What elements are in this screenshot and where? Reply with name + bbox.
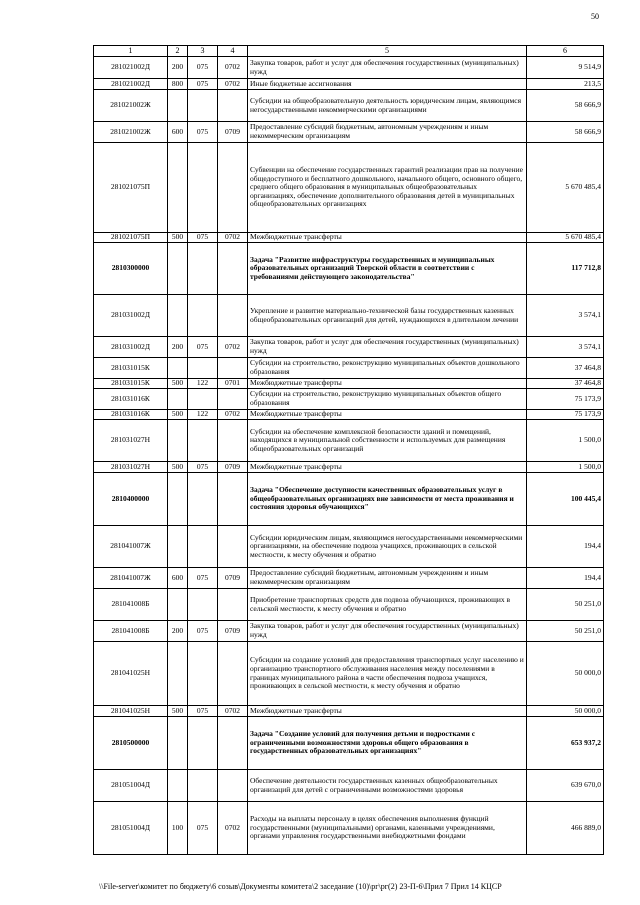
- column-header: 6: [527, 46, 604, 57]
- row-col4: [218, 770, 248, 802]
- row-col3: [188, 389, 218, 410]
- budget-table: [93, 45, 604, 855]
- row-code: 281041008Б: [94, 621, 168, 642]
- row-name: Расходы на выплаты персоналу в целях обеспечения выполнения функций государственными (муниципальными) органами, казенными учреждениями, органами управления государственными внебюджетными фондами: [248, 802, 527, 855]
- row-code: 281031002Д: [94, 295, 168, 337]
- table-row: [94, 358, 604, 379]
- row-amount: 50 000,0: [527, 642, 604, 706]
- row-amount: 1 500,0: [527, 462, 604, 473]
- row-code: 281021002Д: [94, 57, 168, 79]
- row-col3: 075: [188, 57, 218, 79]
- table-header-row: [94, 46, 604, 57]
- row-col4: 0702: [218, 706, 248, 717]
- row-col3: 075: [188, 79, 218, 90]
- row-code: 281051004Д: [94, 770, 168, 802]
- row-col4: 0709: [218, 568, 248, 589]
- row-col4: 0709: [218, 621, 248, 642]
- column-header: 1: [94, 46, 168, 57]
- row-col2: [168, 358, 188, 379]
- page-number: 50: [591, 12, 599, 21]
- row-code: 281031027Н: [94, 420, 168, 462]
- row-col3: [188, 526, 218, 568]
- row-col2: [168, 295, 188, 337]
- row-name: Иные бюджетные ассигнования: [248, 79, 527, 90]
- row-name: Субсидии на создание условий для предоставления транспортных услуг населению и организацию транспортного обслуживания населения между поселениями в границах муниципального района в части обеспечения подвоза учащихся, проживающих в сельской местности, к месту обучения и обратно: [248, 642, 527, 706]
- row-amount: 3 574,1: [527, 337, 604, 358]
- row-col4: [218, 243, 248, 295]
- row-col3: [188, 420, 218, 462]
- row-name: Субсидии юридическим лицам, являющимся негосударственными некоммерческими организациями, на обеспечение подвоза учащихся, проживающих в сельской местности, к месту обучения и обратно: [248, 526, 527, 568]
- table-row: [94, 389, 604, 410]
- row-col3: [188, 90, 218, 122]
- row-col4: 0702: [218, 233, 248, 243]
- table-row: [94, 337, 604, 358]
- row-name: Предоставление субсидий бюджетным, автономным учреждениям и иным некоммерческим организациям: [248, 122, 527, 143]
- row-col4: [218, 358, 248, 379]
- row-col2: [168, 90, 188, 122]
- table-row: [94, 462, 604, 473]
- row-col2: 200: [168, 57, 188, 79]
- row-col2: [168, 243, 188, 295]
- row-code: 281041007Ж: [94, 568, 168, 589]
- table-row: [94, 420, 604, 462]
- row-col2: 500: [168, 706, 188, 717]
- row-col3: 075: [188, 462, 218, 473]
- row-amount: 1 500,0: [527, 420, 604, 462]
- table-row: [94, 526, 604, 568]
- row-code: 281041007Ж: [94, 526, 168, 568]
- row-code: 281021002Ж: [94, 122, 168, 143]
- row-code: 281051004Д: [94, 802, 168, 855]
- row-col3: [188, 295, 218, 337]
- row-col2: 500: [168, 233, 188, 243]
- row-col2: 100: [168, 802, 188, 855]
- row-col3: [188, 243, 218, 295]
- table-row: [94, 90, 604, 122]
- row-col4: 0701: [218, 379, 248, 389]
- table-row: [94, 802, 604, 855]
- row-col2: [168, 589, 188, 621]
- row-name: Межбюджетные трансферты: [248, 410, 527, 420]
- row-col4: 0709: [218, 462, 248, 473]
- table-row: [94, 57, 604, 79]
- row-amount: 5 670 485,4: [527, 143, 604, 233]
- row-name: Задача "Обеспечение доступности качественных образовательных услуг в общеобразовательных организациях вне зависимости от места проживания и состояния здоровья обучающихся": [248, 473, 527, 526]
- table-row: [94, 770, 604, 802]
- row-code: 281021075П: [94, 233, 168, 243]
- row-name: Межбюджетные трансферты: [248, 462, 527, 473]
- row-col2: 600: [168, 568, 188, 589]
- row-name: Предоставление субсидий бюджетным, автономным учреждениям и иным некоммерческим организациям: [248, 568, 527, 589]
- row-name: Субсидии на строительство, реконструкцию муниципальных объектов общего образования: [248, 389, 527, 410]
- row-name: Задача "Создание условий для получения детьми и подростками с ограниченными возможностями здоровья общего образования в государственных образовательных организациях": [248, 717, 527, 770]
- row-amount: 639 670,0: [527, 770, 604, 802]
- table-row: [94, 717, 604, 770]
- row-amount: 213,5: [527, 79, 604, 90]
- row-col4: [218, 389, 248, 410]
- row-col4: [218, 642, 248, 706]
- table-row: [94, 589, 604, 621]
- table-row: [94, 122, 604, 143]
- row-amount: 37 464,8: [527, 379, 604, 389]
- row-col3: 075: [188, 337, 218, 358]
- row-col2: 800: [168, 79, 188, 90]
- row-col4: [218, 717, 248, 770]
- file-path-footer: \\File-server\комитет по бюджету\6 созыв\Документы комитета\2 заседание (10)\рг\рг(2) 23-П-6\Прил 7 Прил 14 КЦСР: [99, 882, 502, 891]
- row-col2: 500: [168, 462, 188, 473]
- table-row: [94, 379, 604, 389]
- row-col3: [188, 717, 218, 770]
- row-col2: 200: [168, 337, 188, 358]
- row-amount: 466 889,0: [527, 802, 604, 855]
- row-col4: 0709: [218, 122, 248, 143]
- row-col4: 0702: [218, 57, 248, 79]
- row-col2: [168, 717, 188, 770]
- row-col3: 075: [188, 568, 218, 589]
- column-header: 4: [218, 46, 248, 57]
- row-code: 281031016К: [94, 389, 168, 410]
- row-col2: [168, 642, 188, 706]
- row-col3: 075: [188, 233, 218, 243]
- table-row: [94, 706, 604, 717]
- row-amount: 50 251,0: [527, 589, 604, 621]
- row-amount: 194,4: [527, 526, 604, 568]
- row-col4: [218, 295, 248, 337]
- table-row: [94, 642, 604, 706]
- row-name: Закупка товаров, работ и услуг для обеспечения государственных (муниципальных) нужд: [248, 621, 527, 642]
- row-name: Межбюджетные трансферты: [248, 706, 527, 717]
- row-code: 2810500000: [94, 717, 168, 770]
- row-col2: [168, 143, 188, 233]
- table-row: [94, 410, 604, 420]
- row-name: Субвенции на обеспечение государственных гарантий реализации прав на получение общедоступного и бесплатного дошкольного, начального общего, основного общего, среднего общего образования в муниципальных общеобразовательных организациях, обеспечение дополнительного образования детей в муниципальных общеобразовательных организациях: [248, 143, 527, 233]
- row-code: 281031015К: [94, 379, 168, 389]
- row-name: Закупка товаров, работ и услуг для обеспечения государственных (муниципальных) нужд: [248, 57, 527, 79]
- column-header: 2: [168, 46, 188, 57]
- row-amount: 37 464,8: [527, 358, 604, 379]
- table-row: [94, 473, 604, 526]
- row-col4: [218, 526, 248, 568]
- row-col2: [168, 770, 188, 802]
- row-col2: [168, 526, 188, 568]
- row-col3: 075: [188, 706, 218, 717]
- row-col3: 075: [188, 122, 218, 143]
- table-row: [94, 79, 604, 90]
- row-col3: [188, 358, 218, 379]
- row-amount: 58 666,9: [527, 122, 604, 143]
- row-col3: 075: [188, 621, 218, 642]
- row-col3: [188, 589, 218, 621]
- row-col2: 500: [168, 410, 188, 420]
- row-col4: [218, 90, 248, 122]
- row-col4: [218, 143, 248, 233]
- row-name: Закупка товаров, работ и услуг для обеспечения государственных (муниципальных) нужд: [248, 337, 527, 358]
- row-code: 281031002Д: [94, 337, 168, 358]
- row-amount: 50 251,0: [527, 621, 604, 642]
- row-col3: 122: [188, 410, 218, 420]
- row-code: 281021002Ж: [94, 90, 168, 122]
- row-code: 281041025Н: [94, 642, 168, 706]
- row-amount: 58 666,9: [527, 90, 604, 122]
- row-name: Межбюджетные трансферты: [248, 233, 527, 243]
- row-amount: 117 712,8: [527, 243, 604, 295]
- row-name: Субсидии на обеспечение комплексной безопасности зданий и помещений, находящихся в муниципальной собственности и используемых для размещения общеобразовательных организаций: [248, 420, 527, 462]
- row-name: Укрепление и развитие материально-технической базы государственных казенных общеобразовательных организаций для детей, нуждающихся в длительном лечении: [248, 295, 527, 337]
- table-row: [94, 295, 604, 337]
- row-code: 281041025Н: [94, 706, 168, 717]
- row-col3: [188, 143, 218, 233]
- row-col3: [188, 770, 218, 802]
- row-code: 281021002Д: [94, 79, 168, 90]
- row-col2: [168, 473, 188, 526]
- row-col4: 0702: [218, 802, 248, 855]
- column-header: 5: [248, 46, 527, 57]
- row-col3: 122: [188, 379, 218, 389]
- row-col2: 600: [168, 122, 188, 143]
- row-code: 281031027Н: [94, 462, 168, 473]
- row-col4: [218, 589, 248, 621]
- column-header: 3: [188, 46, 218, 57]
- row-amount: 75 173,9: [527, 410, 604, 420]
- row-amount: 3 574,1: [527, 295, 604, 337]
- row-col4: 0702: [218, 337, 248, 358]
- row-amount: 50 000,0: [527, 706, 604, 717]
- row-name: Субсидии на общеобразовательную деятельность юридическим лицам, являющимся негосударственными некоммерческими организациями: [248, 90, 527, 122]
- row-amount: 75 173,9: [527, 389, 604, 410]
- row-col3: 075: [188, 802, 218, 855]
- row-name: Обеспечение деятельности государственных казенных общеобразовательных организаций для детей с ограниченными возможностями здоровья: [248, 770, 527, 802]
- row-col4: [218, 473, 248, 526]
- row-amount: 194,4: [527, 568, 604, 589]
- table-row: [94, 621, 604, 642]
- row-col3: [188, 473, 218, 526]
- row-code: 2810400000: [94, 473, 168, 526]
- row-col2: [168, 420, 188, 462]
- row-code: 2810300000: [94, 243, 168, 295]
- row-name: Межбюджетные трансферты: [248, 379, 527, 389]
- row-code: 281031016К: [94, 410, 168, 420]
- row-name: Задача "Развитие инфраструктуры государственных и муниципальных образовательных организаций Тверской области в соответствии с требованиями действующего законодательства": [248, 243, 527, 295]
- row-col4: 0702: [218, 79, 248, 90]
- row-col2: 500: [168, 379, 188, 389]
- row-code: 281031015К: [94, 358, 168, 379]
- row-amount: 653 937,2: [527, 717, 604, 770]
- table-row: [94, 143, 604, 233]
- table-row: [94, 233, 604, 243]
- table-row: [94, 568, 604, 589]
- row-amount: 100 445,4: [527, 473, 604, 526]
- row-amount: 9 514,9: [527, 57, 604, 79]
- row-code: 281041008Б: [94, 589, 168, 621]
- row-code: 281021075П: [94, 143, 168, 233]
- row-name: Приобретение транспортных средств для подвоза обучающихся, проживающих в сельской местности, к месту обучения и обратно: [248, 589, 527, 621]
- row-amount: 5 670 485,4: [527, 233, 604, 243]
- row-col2: [168, 389, 188, 410]
- row-col4: 0702: [218, 410, 248, 420]
- row-name: Субсидии на строительство, реконструкцию муниципальных объектов дошкольного образования: [248, 358, 527, 379]
- row-col3: [188, 642, 218, 706]
- row-col4: [218, 420, 248, 462]
- table-row: [94, 243, 604, 295]
- row-col2: 200: [168, 621, 188, 642]
